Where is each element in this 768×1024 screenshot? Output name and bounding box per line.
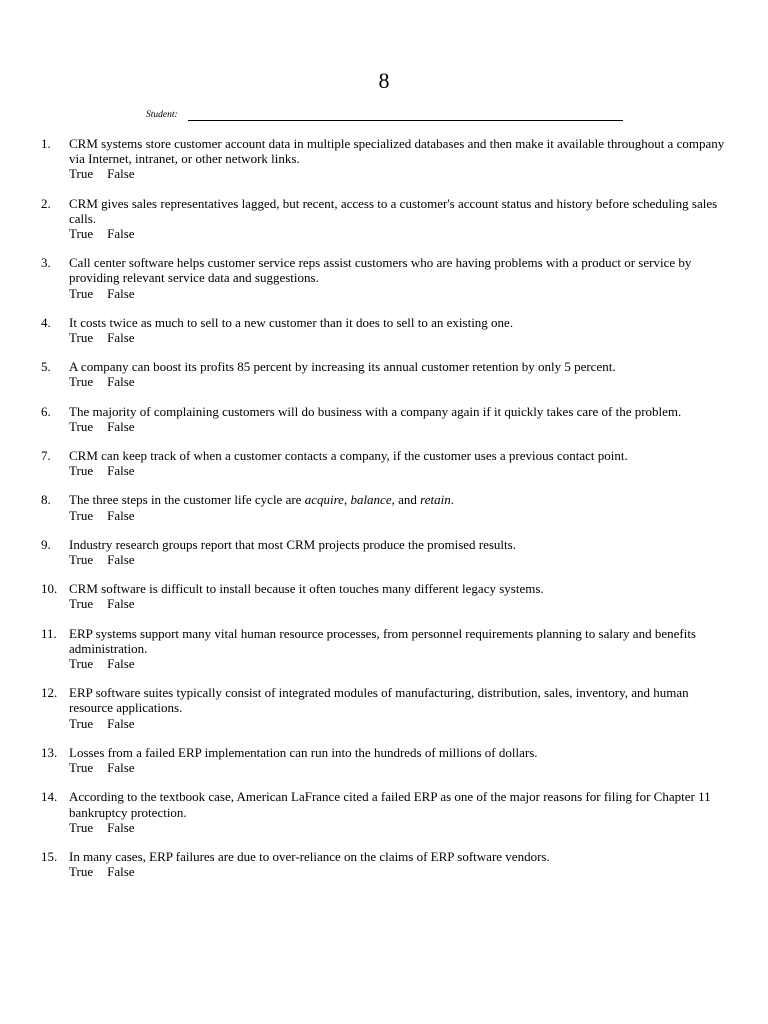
answer-options: [69, 330, 730, 345]
question-number: 5.: [41, 359, 51, 375]
answer-true[interactable]: True: [69, 418, 94, 434]
answer-options: [69, 820, 730, 835]
answer-true[interactable]: True: [69, 285, 94, 301]
answer-options: [69, 508, 730, 523]
question-text: ERP systems support many vital human resource processes, from personnel requirements planning to salary and benefits administration.: [69, 625, 696, 656]
question-item: [0, 581, 768, 611]
question-number: 14.: [41, 789, 58, 805]
answer-true[interactable]: True: [69, 552, 94, 568]
answer-true[interactable]: True: [69, 507, 94, 523]
question-number: 12.: [41, 685, 58, 701]
answer-true[interactable]: True: [69, 463, 94, 479]
question-text: It costs twice as much to sell to a new customer than it does to sell to an existing one.: [69, 314, 514, 330]
answer-true[interactable]: True: [69, 596, 94, 612]
question-number: 7.: [41, 448, 51, 464]
answer-true[interactable]: True: [69, 656, 94, 672]
question-text: CRM gives sales representatives lagged, but recent, access to a customer's account status and history before scheduling sales calls.: [69, 195, 718, 226]
question-text: CRM can keep track of when a customer contacts a company, if the customer uses a previous contact point.: [69, 448, 628, 464]
answer-options: [69, 716, 730, 731]
question-text: Industry research groups report that most CRM projects produce the promised results.: [69, 536, 516, 552]
answer-false[interactable]: False: [107, 596, 135, 612]
answer-false[interactable]: False: [107, 330, 135, 346]
answer-false[interactable]: False: [107, 507, 135, 523]
answer-true[interactable]: True: [69, 715, 94, 731]
question-item: [0, 404, 768, 434]
answer-false[interactable]: False: [107, 463, 135, 479]
answer-true[interactable]: True: [69, 864, 94, 880]
answer-true[interactable]: True: [69, 819, 94, 835]
question-number: 13.: [41, 744, 58, 760]
answer-options: [69, 226, 730, 241]
term-retain: retain: [420, 492, 451, 508]
answer-false[interactable]: False: [107, 819, 135, 835]
answer-options: [69, 286, 730, 301]
question-item: [0, 849, 768, 879]
answer-true[interactable]: True: [69, 226, 94, 242]
student-name-line[interactable]: [188, 120, 623, 121]
question-item: [0, 745, 768, 775]
question-number: 15.: [41, 848, 58, 864]
question-item: [0, 537, 768, 567]
answer-options: [69, 656, 730, 671]
answer-options: [69, 552, 730, 567]
answer-false[interactable]: False: [107, 656, 135, 672]
question-number: 11.: [41, 625, 57, 641]
answer-options: [69, 596, 730, 611]
question-item: [0, 626, 768, 672]
question-text-part: , and: [391, 492, 421, 508]
term-acquire: acquire: [304, 492, 344, 508]
question-list: [0, 136, 768, 893]
question-item: [0, 685, 768, 731]
question-text: CRM software is difficult to install because it often touches many different legacy systems.: [69, 581, 544, 597]
answer-options: [69, 419, 730, 434]
question-text: According to the textbook case, American LaFrance cited a failed ERP as one of the major reasons for filing for Chapter 11 bankruptcy protection.: [69, 789, 711, 820]
page-number: 8: [378, 68, 390, 93]
term-balance: balance: [350, 492, 392, 508]
question-text: [69, 492, 454, 507]
question-text: Losses from a failed ERP implementation can run into the hundreds of millions of dollars.: [69, 744, 538, 760]
answer-true[interactable]: True: [69, 330, 94, 346]
question-item: [0, 448, 768, 478]
answer-false[interactable]: False: [107, 760, 135, 776]
answer-true[interactable]: True: [69, 374, 94, 390]
answer-true[interactable]: True: [69, 166, 94, 182]
question-text: CRM systems store customer account data in multiple specialized databases and then make it available throughout a company via Internet, intranet, or other network links.: [69, 136, 725, 167]
question-item: [0, 492, 768, 522]
question-text-part: ,: [343, 492, 351, 508]
question-item: [0, 196, 768, 242]
question-number: 4.: [41, 314, 51, 330]
question-number: 9.: [41, 536, 51, 552]
question-number: 3.: [41, 255, 51, 271]
answer-options: [69, 864, 730, 879]
answer-options: [69, 463, 730, 478]
question-item: [0, 315, 768, 345]
answer-false[interactable]: False: [107, 285, 135, 301]
question-item: [0, 359, 768, 389]
question-item: [0, 255, 768, 301]
answer-options: [69, 166, 730, 181]
question-item: [0, 136, 768, 182]
answer-false[interactable]: False: [107, 166, 135, 182]
question-number: 10.: [41, 581, 58, 597]
answer-false[interactable]: False: [107, 864, 135, 880]
question-number: 6.: [41, 403, 51, 419]
answer-false[interactable]: False: [107, 226, 135, 242]
answer-false[interactable]: False: [107, 374, 135, 390]
question-text: ERP software suites typically consist of integrated modules of manufacturing, distribution, sales, inventory, and human resource applications.: [69, 685, 689, 716]
question-text-part: The three steps in the customer life cycle are: [69, 492, 305, 508]
question-number: 1.: [41, 136, 51, 151]
question-text: The majority of complaining customers will do business with a company again if it quickly takes care of the problem.: [69, 403, 682, 419]
question-text-part: .: [450, 492, 454, 508]
question-number: 2.: [41, 195, 51, 211]
answer-false[interactable]: False: [107, 715, 135, 731]
answer-true[interactable]: True: [69, 760, 94, 776]
answer-options: [69, 760, 730, 775]
answer-options: [69, 374, 730, 389]
question-text: Call center software helps customer service reps assist customers who are having problems with a product or service by providing relevant service data and suggestions.: [69, 255, 692, 286]
question-text: In many cases, ERP failures are due to over-reliance on the claims of ERP software vendors.: [69, 848, 550, 864]
answer-false[interactable]: False: [107, 552, 135, 568]
student-label: Student:: [146, 110, 178, 120]
question-text: A company can boost its profits 85 percent by increasing its annual customer retention by only 5 percent.: [69, 359, 616, 375]
question-number: 8.: [41, 492, 51, 508]
answer-false[interactable]: False: [107, 418, 135, 434]
question-item: [0, 789, 768, 835]
